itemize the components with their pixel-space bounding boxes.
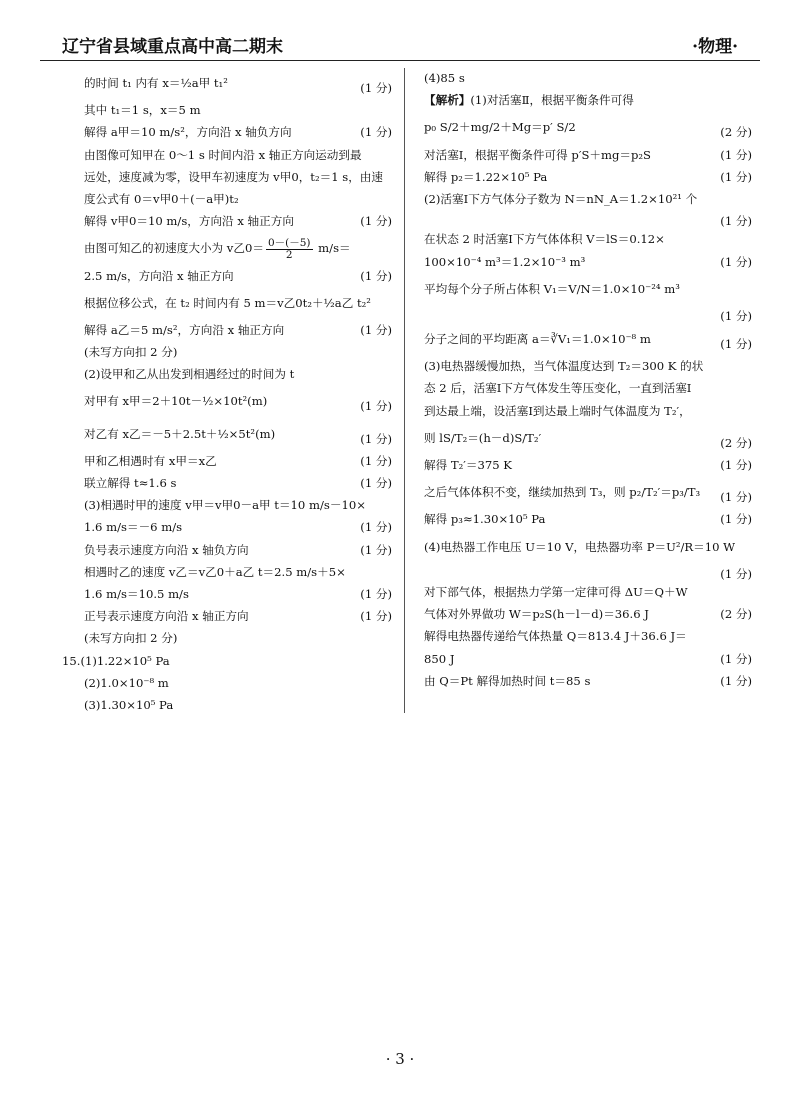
solution-line: 之后气体体积不变，继续加热到 T₃，则 p₂/T₂′＝p₃/T₃ (1 分) bbox=[424, 485, 752, 505]
solution-line: 联立解得 t≈1.6 s (1 分) bbox=[84, 476, 392, 490]
solution-line: 对甲有 x甲＝2＋10t－½×10t²(m) (1 分) bbox=[84, 394, 392, 414]
solution-line: 由图可知乙的初速度大小为 v乙0＝ $\frac{0-(-5)}{2}$ m/s＝ bbox=[84, 236, 351, 261]
solution-line: (4)电热器工作电压 U＝10 V，电热器功率 P＝U²/R＝10 W bbox=[424, 539, 736, 554]
question-15-answer: (3)1.30×10⁵ Pa bbox=[84, 697, 174, 712]
solution-line: 解得电热器传递给气体热量 Q＝813.4 J＋36.6 J＝ bbox=[424, 629, 687, 644]
solution-line: 对乙有 x乙＝－5＋2.5t＋½×5t²(m) (1 分) bbox=[84, 426, 392, 446]
fraction: $\frac{0-(-5)}{2}$ bbox=[267, 236, 311, 261]
solution-line: 对下部气体，根据热力学第一定律可得 ΔU＝Q＋W bbox=[424, 584, 688, 599]
solution-line: (未写方向扣 2 分) bbox=[84, 345, 178, 360]
question-15-answer: 15.(1)1.22×10⁵ Pa bbox=[62, 653, 170, 668]
solution-line: 由 Q＝Pt 解得加热时间 t＝85 s (1 分) bbox=[424, 673, 752, 688]
solution-line: 100×10⁻⁴ m³＝1.2×10⁻³ m³ (1 分) bbox=[424, 254, 752, 269]
solution-line: 850 J (1 分) bbox=[424, 651, 752, 666]
solution-line: 其中 t₁＝1 s，x＝5 m bbox=[84, 103, 201, 118]
solution-line: 解得 a乙＝5 m/s²，方向沿 x 轴正方向 (1 分) bbox=[84, 322, 392, 337]
solution-line: 解得 T₂′＝375 K (1 分) bbox=[424, 458, 752, 472]
solution-line: 负号表示速度方向沿 x 轴负方向 (1 分) bbox=[84, 542, 392, 557]
page-header bbox=[40, 26, 760, 61]
solution-line: 解得 a甲＝10 m/s²，方向沿 x 轴负方向 (1 分) bbox=[84, 125, 392, 140]
solution-line: 度公式有 0＝v甲0＋(－a甲)t₂ bbox=[84, 191, 239, 206]
solution-line: (1 分) bbox=[720, 566, 752, 581]
solution-line: 解得 p₂＝1.22×10⁵ Pa (1 分) bbox=[424, 169, 752, 184]
solution-line: 的时间 t₁ 内有 x＝½a甲 t₁² (1 分) bbox=[84, 76, 392, 95]
solution-line: 在状态 2 时活塞Ⅰ下方气体体积 V＝lS＝0.12× bbox=[424, 232, 665, 247]
solution-line: (3)相遇时甲的速度 v甲＝v甲0－a甲 t＝10 m/s－10× bbox=[84, 498, 366, 513]
left-column bbox=[62, 70, 392, 719]
solution-line: 甲和乙相遇时有 x甲＝x乙 (1 分) bbox=[84, 453, 392, 468]
solution-line: 由图像可知甲在 0～1 s 时间内沿 x 轴正方向运动到最 bbox=[84, 147, 362, 162]
solution-line: (2)活塞Ⅰ下方气体分子数为 N＝nN_A＝1.2×10²¹ 个 bbox=[424, 191, 698, 206]
exam-title: 辽宁省县域重点高中高二期末 bbox=[62, 37, 283, 57]
solution-line: 对活塞Ⅰ，根据平衡条件可得 p′S＋mg＝p₂S (1 分) bbox=[424, 147, 752, 162]
column-divider bbox=[404, 68, 405, 713]
right-column bbox=[424, 70, 752, 695]
solution-line: 则 lS/T₂＝(h－d)S/T₂′ (2 分) bbox=[424, 430, 752, 450]
solution-line: 远处，速度减为零，设甲车初速度为 v甲0，t₂＝1 s，由速 bbox=[84, 169, 383, 184]
solution-line: (2)设甲和乙从出发到相遇经过的时间为 t bbox=[84, 367, 295, 382]
solution-line: 1.6 m/s＝－6 m/s (1 分) bbox=[84, 520, 392, 535]
solution-line: 相遇时乙的速度 v乙＝v乙0＋a乙 t＝2.5 m/s＋5× bbox=[84, 564, 346, 579]
solution-line: 平均每个分子所占体积 V₁＝V/N＝1.0×10⁻²⁴ m³ bbox=[424, 281, 680, 296]
solution-line: (1 分) bbox=[720, 308, 752, 323]
question-15-answer: (2)1.0×10⁻⁸ m bbox=[84, 675, 169, 690]
solution-line: 到达最上端，设活塞Ⅰ到达最上端时气体温度为 T₂′， bbox=[424, 403, 691, 418]
solution-line: 根据位移公式，在 t₂ 时间内有 5 m＝v乙0t₂＋½a乙 t₂² bbox=[84, 295, 371, 310]
solution-line: (未写方向扣 2 分) bbox=[84, 631, 178, 646]
solution-line: (4)85 s bbox=[424, 71, 465, 85]
solution-line: 分子之间的平均距离 a＝∛V₁＝1.0×10⁻⁸ m (1 分) bbox=[424, 332, 752, 352]
solution-line: p₀ S/2＋mg/2＋Mg＝p′ S/2 (2 分) bbox=[424, 120, 752, 140]
solution-line: (1 分) bbox=[720, 214, 752, 229]
solution-line: 正号表示速度方向沿 x 轴正方向 (1 分) bbox=[84, 609, 392, 624]
solution-line: (3)电热器缓慢加热，当气体温度达到 T₂＝300 K 的状 bbox=[424, 359, 704, 374]
analysis-heading: 【解析】(1)对活塞Ⅱ，根据平衡条件可得 bbox=[424, 93, 634, 108]
solution-line: 态 2 后，活塞Ⅰ下方气体发生等压变化，一直到活塞Ⅰ bbox=[424, 381, 692, 396]
solution-line: 2.5 m/s，方向沿 x 轴正方向 (1 分) bbox=[84, 268, 392, 283]
solution-line: 1.6 m/s＝10.5 m/s (1 分) bbox=[84, 586, 392, 601]
solution-line: 解得 p₃≈1.30×10⁵ Pa (1 分) bbox=[424, 512, 752, 527]
subject-label: ·物理· bbox=[692, 37, 738, 57]
solution-line: 气体对外界做功 W＝p₂S(h－l－d)＝36.6 J (2 分) bbox=[424, 607, 752, 622]
solution-line: 解得 v甲0＝10 m/s，方向沿 x 轴正方向 (1 分) bbox=[84, 214, 392, 229]
page-number: · 3 · bbox=[385, 1050, 415, 1068]
